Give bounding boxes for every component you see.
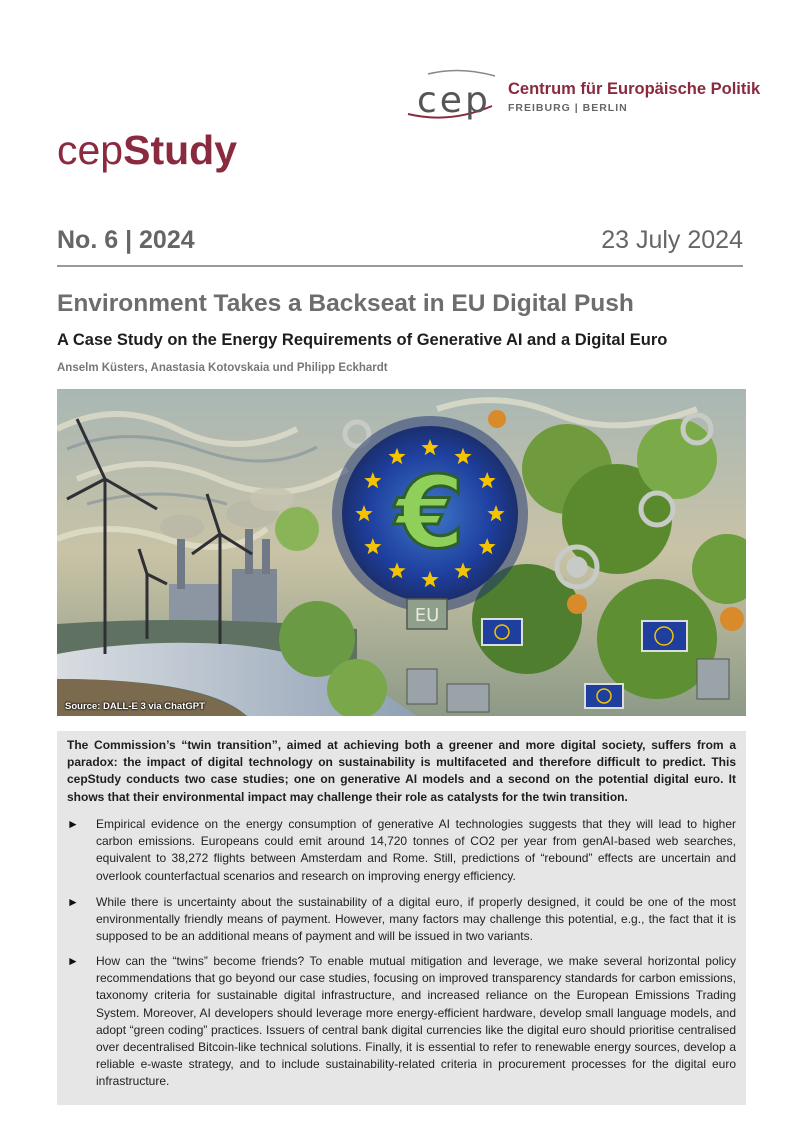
logo-cities: FREIBURG | BERLIN [508, 102, 628, 114]
summary-bullet [67, 894, 736, 946]
summary-box [57, 731, 746, 1105]
bullet-text: Empirical evidence on the energy consumption of generative AI technologies suggests that they will lead to higher carbon emissions. Europeans could emit around 14,720 tonnes of CO2 per year from genAI-based web searches, equivalent to 38,272 flights between Amsterdam and Rome. Still, predictions of “rebound” effects are uncertain and overlook counterfactual scenarios and research on improving energy efficiency. [96, 817, 736, 883]
euro-symbol: € [395, 454, 465, 571]
summary-bullet [67, 816, 736, 885]
bullet-text: How can the “twins” become friends? To enable mutual mitigation and leverage, we make several horizontal policy recommendations that go beyond our case studies, focusing on improved transparency standards for carbon emissions, taxonomy criteria for sustainable digital infrastructure, and increased reliance on the European Emissions Trading System. Moreover, AI developers should leverage more energy-efficient hardware, develop small language models, and adopt “green coding” practices. Issuers of central bank digital currencies like the digital euro should prioritise centralised over decentralised Bitcoin-like technical solutions. Finally, it is essential to refer to renewable energy sources, develop a reliable e-waste strategy, and to include sustainability-related criteria in procurement processes for the digital euro infrastructure. [96, 954, 736, 1089]
cep-logo[interactable] [400, 66, 761, 126]
logo-organization: Centrum für Europäische Politik [508, 80, 761, 98]
page-title: Environment Takes a Backseat in EU Digital Push [57, 290, 634, 317]
header-divider [57, 265, 743, 267]
series-name: Study [123, 127, 238, 173]
series-title [57, 127, 238, 173]
image-credit: Source: DALL-E 3 via ChatGPT [65, 701, 205, 712]
issue-number: No. 6 | 2024 [57, 226, 195, 254]
bullet-arrow-icon: ► [67, 895, 79, 909]
authors: Anselm Küsters, Anastasia Kotovskaia und Philipp Eckhardt [57, 362, 388, 374]
cover-artwork [57, 389, 746, 716]
bullet-text: While there is uncertainty about the sustainability of a digital euro, if properly designed, it could be one of the most environmentally friendly means of payment. However, many factors may challenge this potential, e.g., the fact that it is supposed to be an additional means of payment and will be issued in two variants. [96, 895, 736, 944]
eu-sign-text: EU [414, 605, 440, 626]
bullet-arrow-icon: ► [67, 817, 79, 831]
issue-date: 23 July 2024 [601, 226, 743, 254]
series-prefix: cep [57, 127, 124, 173]
bullet-arrow-icon: ► [67, 954, 79, 968]
summary-bullet [67, 953, 736, 1091]
cover-illustration [57, 389, 746, 716]
summary-lead: The Commission’s “twin transition”, aimed at achieving both a greener and more digital society, suffers from a paradox: the impact of digital technology on sustainability is multifaceted and therefore difficult to predict. This cepStudy conducts two case studies; one on generative AI models and a second on the potential digital euro. It shows that their environmental impact may challenge their role as catalysts for the twin transition. [67, 738, 736, 804]
logo-mark: cep [417, 80, 491, 121]
page-subtitle: A Case Study on the Energy Requirements of Generative AI and a Digital Euro [57, 331, 668, 349]
